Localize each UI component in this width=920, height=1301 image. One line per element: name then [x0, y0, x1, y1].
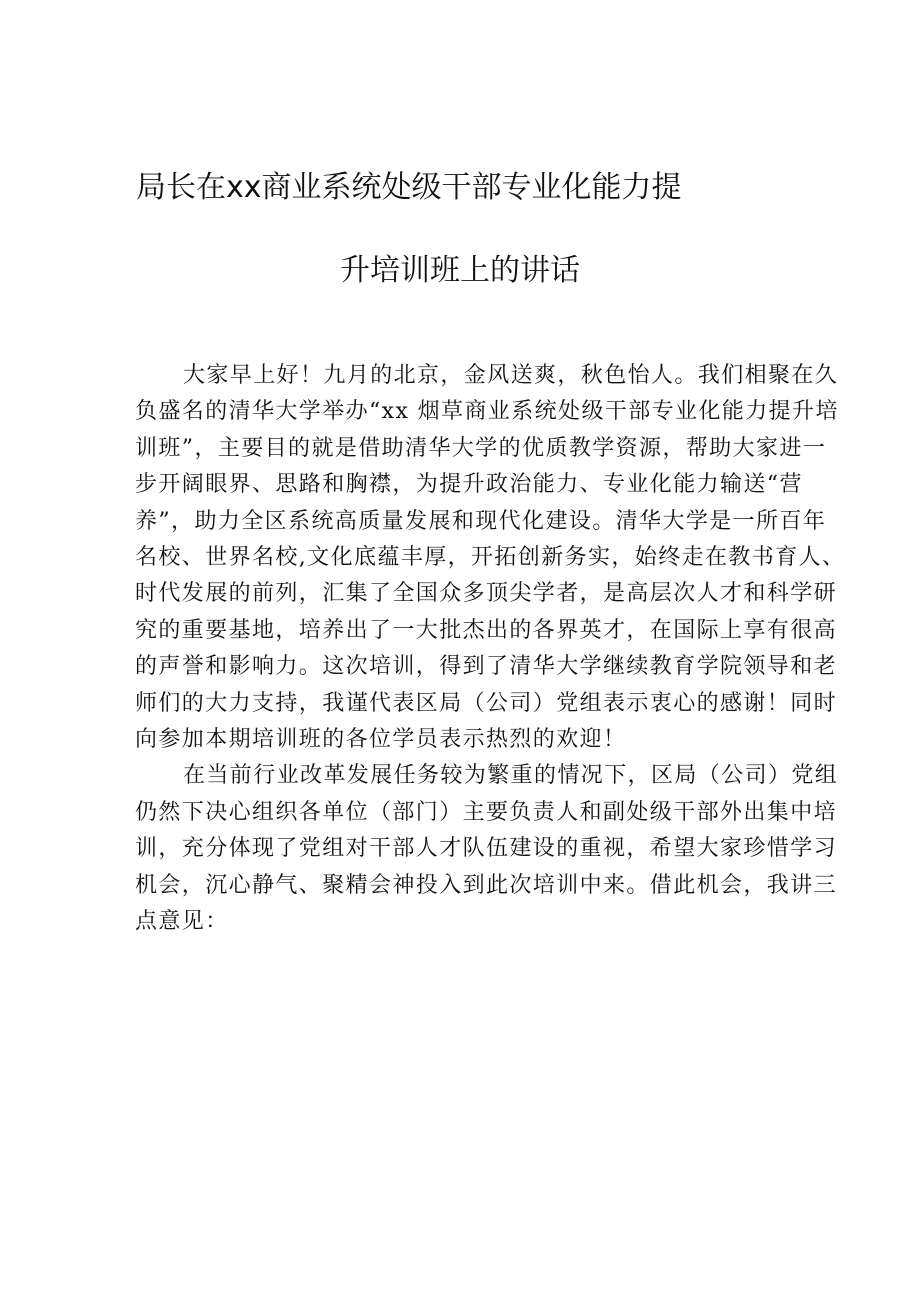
- paragraph-line: 时代发展的前列，汇集了全国众多顶尖学者，是高层次人才和科学研: [135, 581, 838, 607]
- paragraph-line: 训班”，主要目的就是借助清华大学的优质教学资源，帮助大家进一: [135, 435, 827, 461]
- paragraph-line: 负盛名的清华大学举办“xx 烟草商业系统处级干部专业化能力提升培: [135, 399, 839, 425]
- paragraph-line: 在当前行业改革发展任务较为繁重的情况下，区局（公司）党组: [183, 763, 839, 789]
- paragraph-line: 名校、世界名校,文化底蕴丰厚，开拓创新务实，始终走在教书育人、: [135, 545, 846, 571]
- paragraph-line: 大家早上好！九月的北京，金风送爽，秋色怡人。我们相聚在久: [183, 363, 839, 388]
- document-title-line-1: 局长在xx商业系统处级干部专业化能力提: [136, 170, 682, 205]
- document-body: [135, 358, 846, 941]
- paragraph-line: 向参加本期培训班的各位学员表示热烈的欢迎！: [135, 727, 627, 753]
- paragraph-line: 的声誉和影响力。这次培训，得到了清华大学继续教育学院领导和老: [135, 654, 838, 680]
- paragraph-line: 点意见：: [135, 909, 229, 935]
- paragraph-2: [135, 758, 839, 940]
- paragraph-line: 究的重要基地，培养出了一大批杰出的各界英才，在国际上享有很高: [135, 617, 838, 643]
- paragraph-line: 仍然下决心组织各单位（部门）主要负责人和副处级干部外出集中培: [135, 799, 838, 825]
- document-title-line-2: 升培训班上的讲话: [340, 253, 580, 288]
- paragraph-line: 师们的大力支持，我谨代表区局（公司）党组表示衷心的感谢！同时: [135, 690, 838, 716]
- paragraph-line: 步开阔眼界、思路和胸襟，为提升政治能力、专业化能力输送“营: [135, 472, 803, 498]
- paragraph-line: 机会，沉心静气、聚精会神投入到此次培训中来。借此机会，我讲三: [135, 872, 838, 898]
- paragraph-line: 养”，助力全区系统高质量发展和现代化建设。清华大学是一所百年: [135, 508, 827, 534]
- paragraph-1: [135, 358, 846, 758]
- paragraph-line: 训，充分体现了党组对干部人才队伍建设的重视，希望大家珍惜学习: [135, 836, 838, 862]
